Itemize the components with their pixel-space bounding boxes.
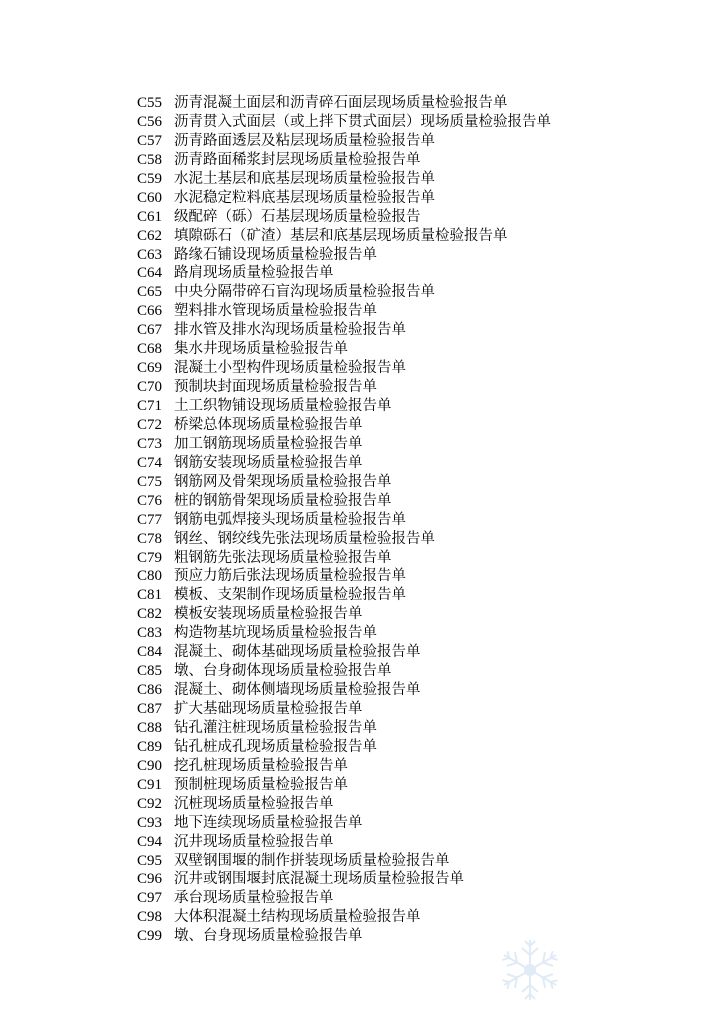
item-title: 桩的钢筋骨架现场质量检验报告单 — [174, 492, 392, 509]
item-code: C74 — [137, 454, 163, 471]
list-item — [137, 94, 551, 113]
item-code: C70 — [137, 379, 163, 396]
item-title: 挖孔桩现场质量检验报告单 — [174, 757, 348, 774]
item-title: 塑料排水管现场质量检验报告单 — [174, 303, 377, 320]
snowflake-logo-icon — [488, 935, 572, 1005]
list-item — [137, 719, 551, 738]
list-item — [137, 889, 551, 908]
list-item — [137, 567, 551, 586]
item-code: C77 — [137, 511, 163, 528]
list-item — [137, 776, 551, 795]
list-item — [137, 208, 551, 227]
item-code: C81 — [137, 587, 163, 604]
list-item — [137, 738, 551, 757]
list-item — [137, 113, 551, 132]
list-item — [137, 662, 551, 681]
list-item — [137, 132, 551, 151]
item-title: 沉井现场质量检验报告单 — [174, 833, 334, 850]
item-title: 沉桩现场质量检验报告单 — [174, 795, 334, 812]
item-title: 模板安装现场质量检验报告单 — [174, 606, 363, 623]
list-item — [137, 227, 551, 246]
item-title: 沥青贯入式面层（或上拌下贯式面层）现场质量检验报告单 — [174, 113, 551, 130]
list-item — [137, 246, 551, 265]
item-code: C89 — [137, 738, 163, 755]
item-code: C85 — [137, 663, 163, 680]
item-title: 集水井现场质量检验报告单 — [174, 341, 348, 358]
report-form-list — [137, 94, 551, 946]
list-item — [137, 189, 551, 208]
list-item — [137, 264, 551, 283]
item-code: C61 — [137, 208, 163, 225]
list-item — [137, 170, 551, 189]
item-title: 钢丝、钢绞线先张法现场质量检验报告单 — [174, 530, 435, 547]
item-code: C80 — [137, 568, 163, 585]
item-title: 中央分隔带碎石盲沟现场质量检验报告单 — [174, 284, 435, 301]
list-item — [137, 681, 551, 700]
item-title: 扩大基础现场质量检验报告单 — [174, 701, 363, 717]
item-title: 排水管及排水沟现场质量检验报告单 — [174, 322, 406, 339]
list-item — [137, 283, 551, 302]
item-code: C97 — [137, 890, 163, 907]
item-code: C56 — [137, 113, 163, 130]
item-code: C58 — [137, 151, 163, 168]
item-title: 混凝土、砌体基础现场质量检验报告单 — [174, 644, 421, 661]
list-item — [137, 814, 551, 833]
list-item — [137, 302, 551, 321]
item-code: C55 — [137, 95, 163, 111]
list-item — [137, 795, 551, 814]
item-title: 双壁钢围堰的制作拼装现场质量检验报告单 — [174, 852, 450, 869]
item-code: C69 — [137, 360, 163, 377]
list-item — [137, 870, 551, 889]
item-title: 混凝土、砌体侧墙现场质量检验报告单 — [174, 682, 421, 699]
item-title: 墩、台身砌体现场质量检验报告单 — [174, 663, 392, 680]
item-code: C95 — [137, 852, 163, 869]
list-item — [137, 321, 551, 340]
item-title: 填隙砾石（矿渣）基层和底基层现场质量检验报告单 — [174, 227, 508, 244]
list-item — [137, 359, 551, 378]
item-title: 构造物基坑现场质量检验报告单 — [174, 625, 377, 642]
list-item — [137, 416, 551, 435]
item-code: C60 — [137, 189, 163, 206]
item-code: C94 — [137, 833, 163, 850]
item-title: 路缘石铺设现场质量检验报告单 — [174, 246, 377, 263]
list-item — [137, 586, 551, 605]
item-title: 预应力筋后张法现场质量检验报告单 — [174, 568, 406, 585]
item-code: C65 — [137, 284, 163, 301]
item-title: 钢筋电弧焊接头现场质量检验报告单 — [174, 511, 406, 528]
item-title: 沉井或钢围堰封底混凝土现场质量检验报告单 — [174, 871, 464, 888]
item-title: 混凝土小型构件现场质量检验报告单 — [174, 360, 406, 377]
list-item — [137, 397, 551, 416]
item-code: C57 — [137, 132, 163, 149]
item-title: 沥青路面透层及粘层现场质量检验报告单 — [174, 132, 435, 149]
item-code: C62 — [137, 227, 163, 244]
item-title: 地下连续现场质量检验报告单 — [174, 814, 363, 831]
item-title: 预制块封面现场质量检验报告单 — [174, 379, 377, 396]
item-title: 墩、台身现场质量检验报告单 — [174, 928, 363, 945]
item-code: C73 — [137, 435, 163, 452]
list-item — [137, 605, 551, 624]
list-item — [137, 492, 551, 511]
item-code: C92 — [137, 795, 163, 812]
item-code: C83 — [137, 625, 163, 642]
item-title: 粗钢筋先张法现场质量检验报告单 — [174, 549, 392, 566]
item-title: 沥青混凝土面层和沥青碎石面层现场质量检验报告单 — [174, 95, 508, 111]
item-code: C72 — [137, 416, 163, 433]
list-item — [137, 454, 551, 473]
list-item — [137, 151, 551, 170]
list-item — [137, 435, 551, 454]
list-item — [137, 757, 551, 776]
item-title: 钻孔桩成孔现场质量检验报告单 — [174, 738, 377, 755]
list-item — [137, 378, 551, 397]
item-code: C79 — [137, 549, 163, 566]
list-item — [137, 700, 551, 719]
item-code: C78 — [137, 530, 163, 547]
item-code: C82 — [137, 606, 163, 623]
item-title: 承台现场质量检验报告单 — [174, 890, 334, 907]
item-code: C63 — [137, 246, 163, 263]
item-code: C96 — [137, 871, 163, 888]
item-code: C90 — [137, 757, 163, 774]
item-title: 钢筋安装现场质量检验报告单 — [174, 454, 363, 471]
item-code: C66 — [137, 303, 163, 320]
item-title: 土工织物铺设现场质量检验报告单 — [174, 398, 392, 414]
item-code: C93 — [137, 814, 163, 831]
list-item — [137, 908, 551, 927]
list-item — [137, 624, 551, 643]
item-title: 水泥土基层和底基层现场质量检验报告单 — [174, 170, 435, 187]
item-code: C98 — [137, 909, 163, 926]
list-item — [137, 340, 551, 359]
item-code: C87 — [137, 701, 163, 717]
item-code: C64 — [137, 265, 163, 282]
item-code: C91 — [137, 776, 163, 793]
item-title: 加工钢筋现场质量检验报告单 — [174, 435, 363, 452]
item-code: C88 — [137, 719, 163, 736]
item-title: 水泥稳定粒料底基层现场质量检验报告单 — [174, 189, 435, 206]
list-item — [137, 511, 551, 530]
item-code: C99 — [137, 928, 163, 945]
item-title: 钻孔灌注桩现场质量检验报告单 — [174, 719, 377, 736]
item-title: 路肩现场质量检验报告单 — [174, 265, 334, 282]
item-code: C71 — [137, 398, 163, 414]
item-title: 钢筋网及骨架现场质量检验报告单 — [174, 473, 392, 490]
list-item — [137, 549, 551, 568]
item-title: 级配碎（砾）石基层现场质量检验报告 — [174, 208, 421, 225]
list-item — [137, 473, 551, 492]
item-code: C76 — [137, 492, 163, 509]
item-title: 沥青路面稀浆封层现场质量检验报告单 — [174, 151, 421, 168]
list-item — [137, 833, 551, 852]
item-code: C86 — [137, 682, 163, 699]
item-code: C84 — [137, 644, 163, 661]
item-code: C68 — [137, 341, 163, 358]
item-title: 模板、支架制作现场质量检验报告单 — [174, 587, 406, 604]
item-title: 桥梁总体现场质量检验报告单 — [174, 416, 363, 433]
list-item — [137, 852, 551, 871]
list-item — [137, 530, 551, 549]
item-code: C59 — [137, 170, 163, 187]
item-title: 预制桩现场质量检验报告单 — [174, 776, 348, 793]
item-code: C75 — [137, 473, 163, 490]
list-item — [137, 643, 551, 662]
item-code: C67 — [137, 322, 163, 339]
item-title: 大体积混凝土结构现场质量检验报告单 — [174, 909, 421, 926]
